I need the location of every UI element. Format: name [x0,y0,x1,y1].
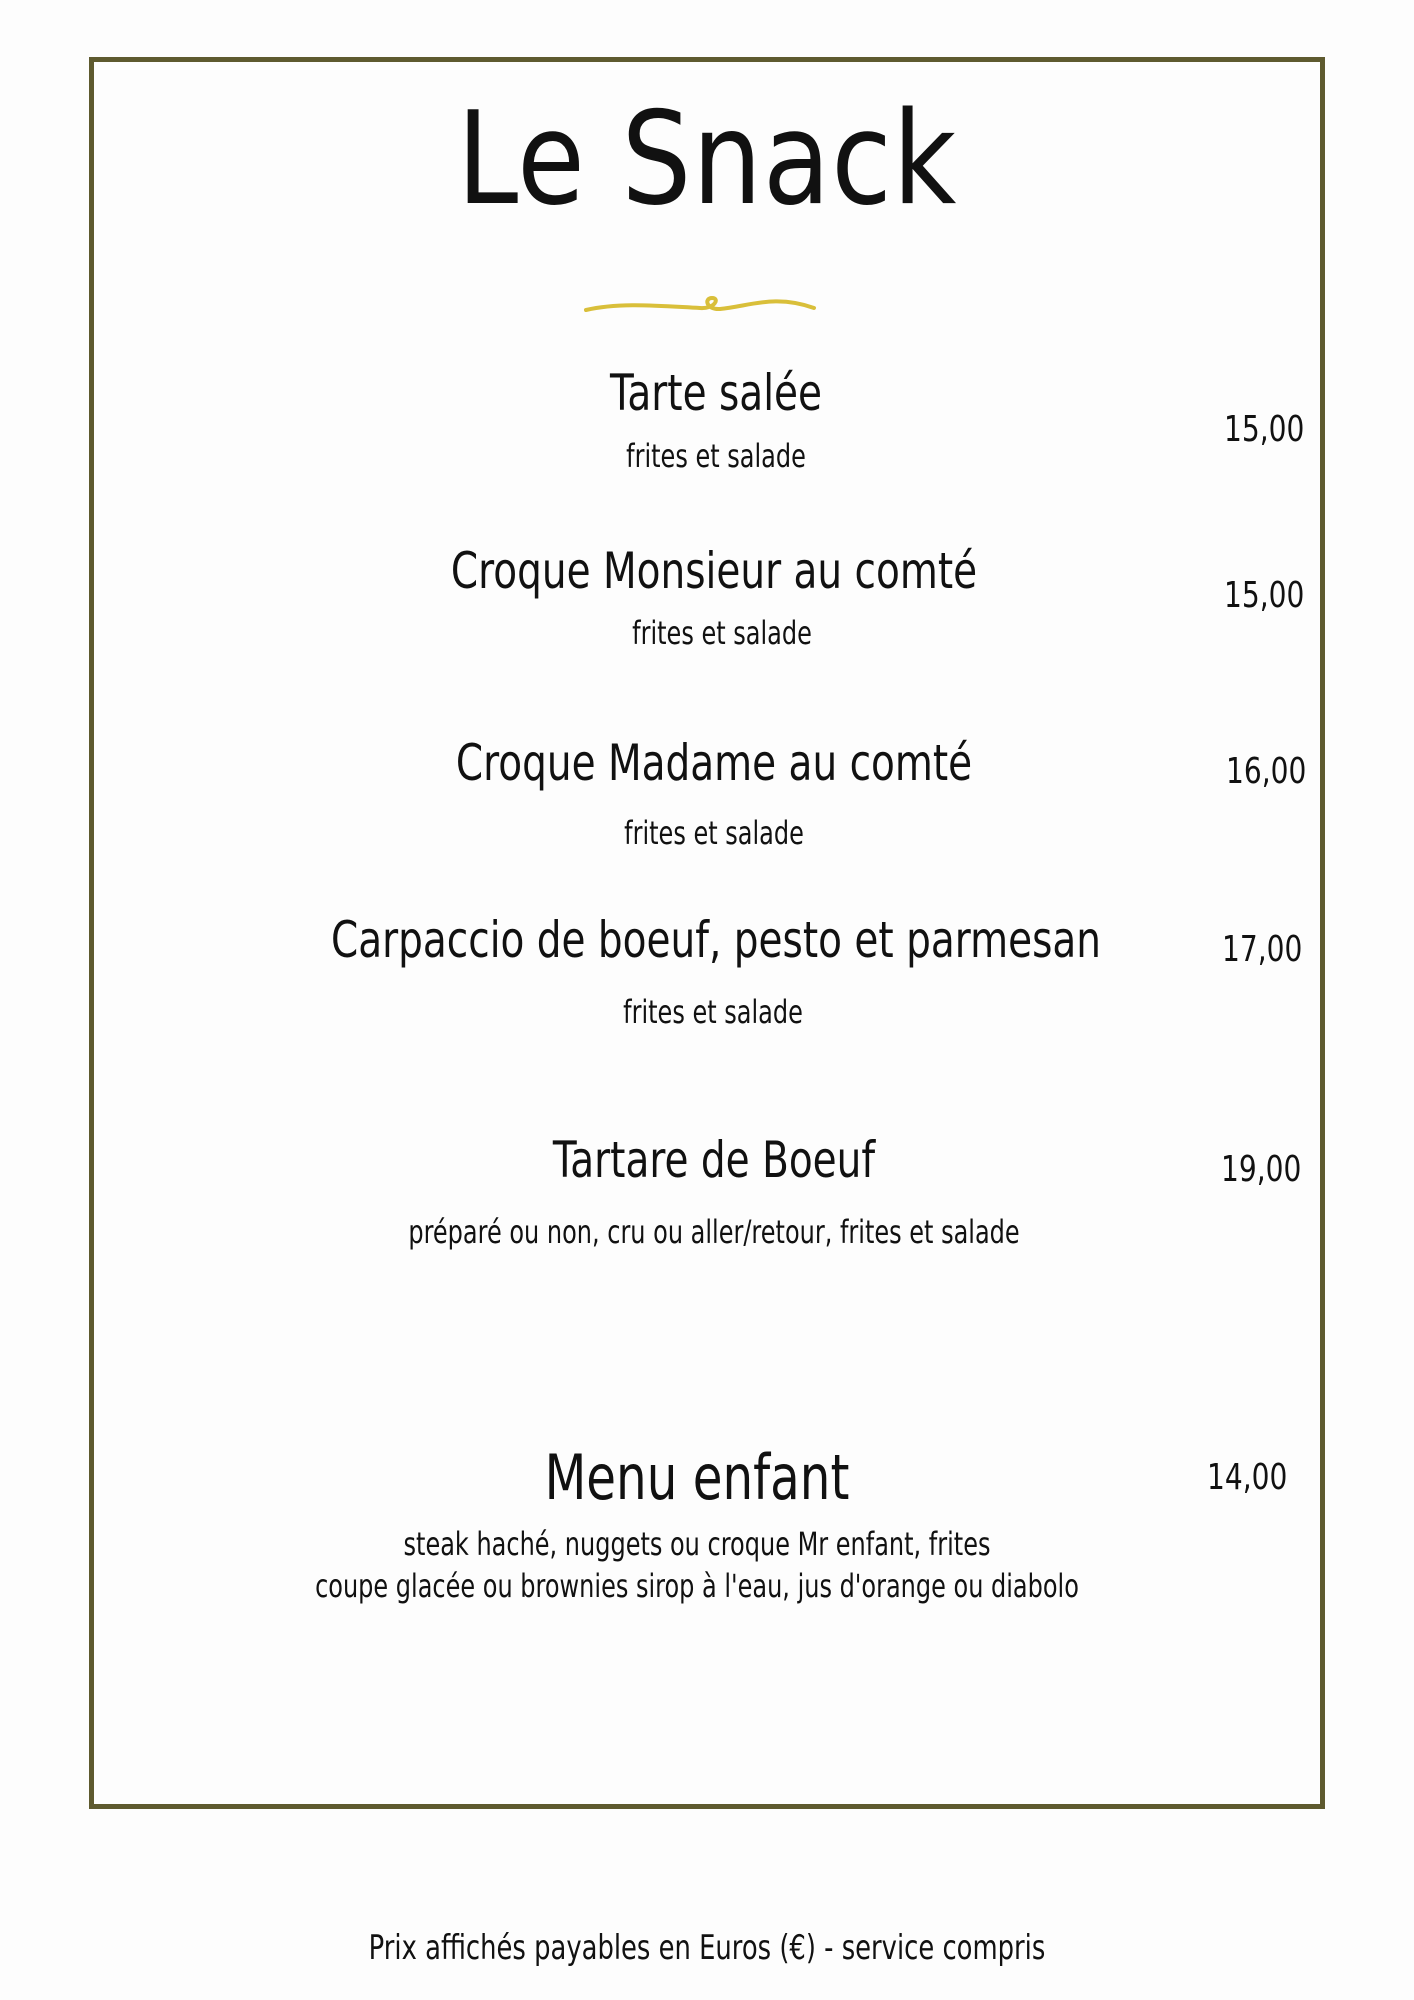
item-desc-tarte-salee: frites et salade [626,437,806,475]
item-price-tartare: 19,00 [1221,1149,1302,1190]
decorative-swash-icon [580,284,820,324]
price-footer-note: Prix affichés payables en Euros (€) - service compris [368,1928,1046,1968]
item-price-menu-enfant: 14,00 [1207,1457,1288,1498]
item-name-menu-enfant: Menu enfant [544,1441,850,1514]
item-desc-menu-enfant-line2: coupe glacée ou brownies sirop à l'eau, jus d'orange ou diabolo [315,1567,1079,1605]
item-desc-tartare: préparé ou non, cru ou aller/retour, frites et salade [408,1213,1020,1251]
item-desc-croque-monsieur: frites et salade [632,614,812,652]
item-name-croque-monsieur: Croque Monsieur au comté [450,542,978,600]
item-price-croque-madame: 16,00 [1226,751,1307,792]
item-price-croque-monsieur: 15,00 [1224,575,1305,616]
item-name-croque-madame: Croque Madame au comté [455,734,973,792]
menu-title: Le Snack [456,85,958,234]
item-desc-carpaccio: frites et salade [623,993,803,1031]
item-name-carpaccio: Carpaccio de boeuf, pesto et parmesan [330,911,1102,969]
item-name-tartare: Tartare de Boeuf [552,1131,876,1189]
item-price-tarte-salee: 15,00 [1224,409,1305,450]
item-desc-croque-madame: frites et salade [624,814,804,852]
item-name-tarte-salee: Tarte salée [609,364,823,422]
item-price-carpaccio: 17,00 [1222,929,1303,970]
item-desc-menu-enfant-line1: steak haché, nuggets ou croque Mr enfant, frites [403,1525,991,1563]
